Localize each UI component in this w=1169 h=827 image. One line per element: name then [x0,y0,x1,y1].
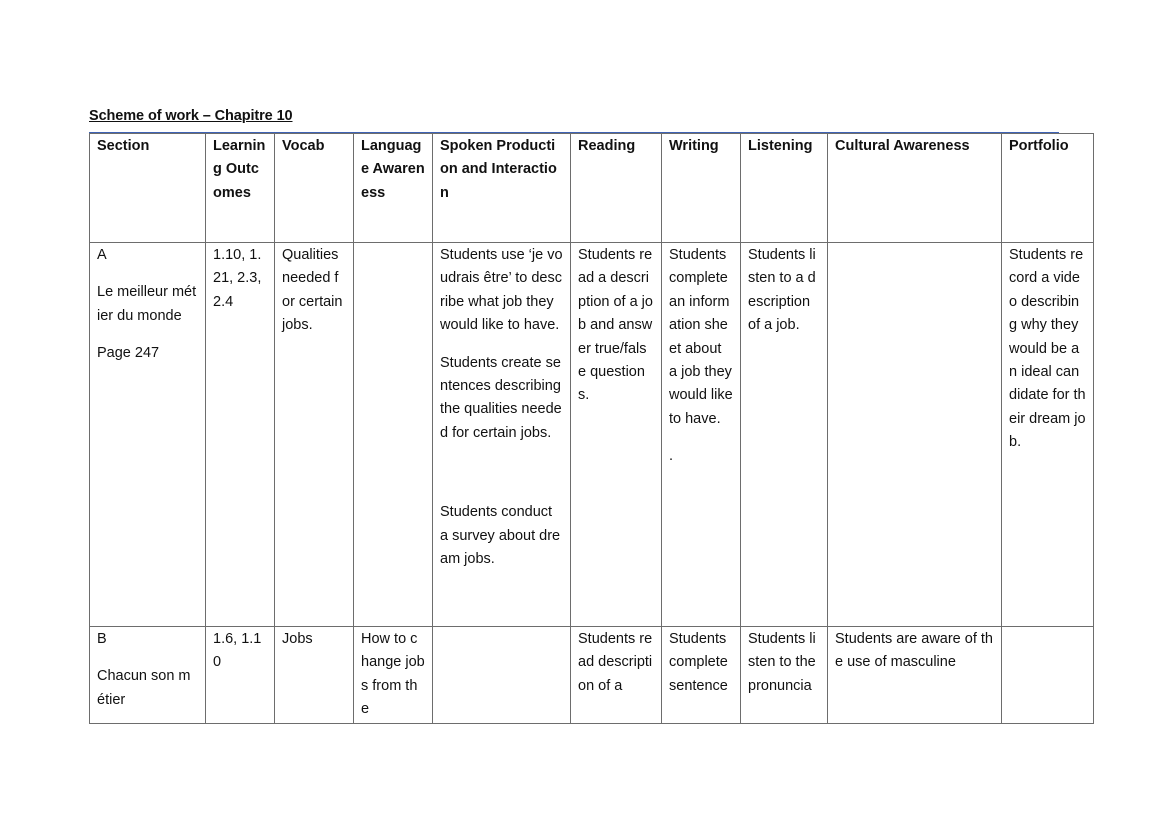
cell-vocab: Jobs [275,627,354,724]
cell-portfolio: Students record a video describing why they would be an ideal candidate for their dream job. [1002,243,1094,627]
table-row [90,627,1094,724]
writing-activity: Students complete an information sheet about a job they would like to have. [669,247,733,427]
table-row [90,243,1094,627]
cell-learning-outcomes: 1.6, 1.10 [206,627,275,724]
writing-dot: . [669,448,674,465]
spoken-activity-3: Students conduct a survey about dream jobs. [440,504,561,568]
cell-cultural-awareness: Students are aware of the use of masculine [828,627,1002,724]
cell-portfolio [1002,627,1094,724]
cell-listening: Students listen to a description of a job. [741,243,828,627]
cell-spoken [433,243,571,627]
header-learning-outcomes: Learning Outcomes [206,134,275,243]
section-name: Le meilleur métier du monde [97,284,197,324]
cell-language-awareness: How to change jobs from the [354,627,433,724]
section-letter: A [97,247,107,263]
section-letter: B [97,631,107,647]
cell-writing [662,243,741,627]
header-language-awareness: Language Awareness [354,134,433,243]
cell-section [90,627,206,724]
header-reading: Reading [571,134,662,243]
cell-learning-outcomes: 1.10, 1.21, 2.3, 2.4 [206,243,275,627]
cell-section [90,243,206,627]
header-row [90,134,1094,243]
header-cultural-awareness: Cultural Awareness [828,134,1002,243]
section-page: Page 247 [97,345,160,362]
header-writing: Writing [662,134,741,243]
spoken-activity-1: Students use ‘je voudrais être’ to describe what job they would like to have. [440,247,563,334]
cell-writing: Students complete sentence [662,627,741,724]
spoken-activity-2: Students create sentences describing the qualities needed for certain jobs. [440,354,562,441]
spacer [440,459,563,501]
cell-reading: Students read description of a [571,627,662,724]
header-portfolio: Portfolio [1002,134,1094,243]
header-section: Section [90,134,206,243]
cell-language-awareness [354,243,433,627]
cell-reading: Students read a description of a job and answer true/false questions. [571,243,662,627]
header-vocab: Vocab [275,134,354,243]
header-listening: Listening [741,134,828,243]
section-name: Chacun son métier [97,668,191,708]
cell-cultural-awareness [828,243,1002,627]
scheme-of-work-table [89,133,1094,724]
cell-vocab: Qualities needed for certain jobs. [275,243,354,627]
document-title: Scheme of work – Chapitre 10 [89,108,293,124]
header-spoken-production: Spoken Production and Interaction [433,134,571,243]
cell-spoken [433,627,571,724]
cell-listening: Students listen to the pronuncia [741,627,828,724]
